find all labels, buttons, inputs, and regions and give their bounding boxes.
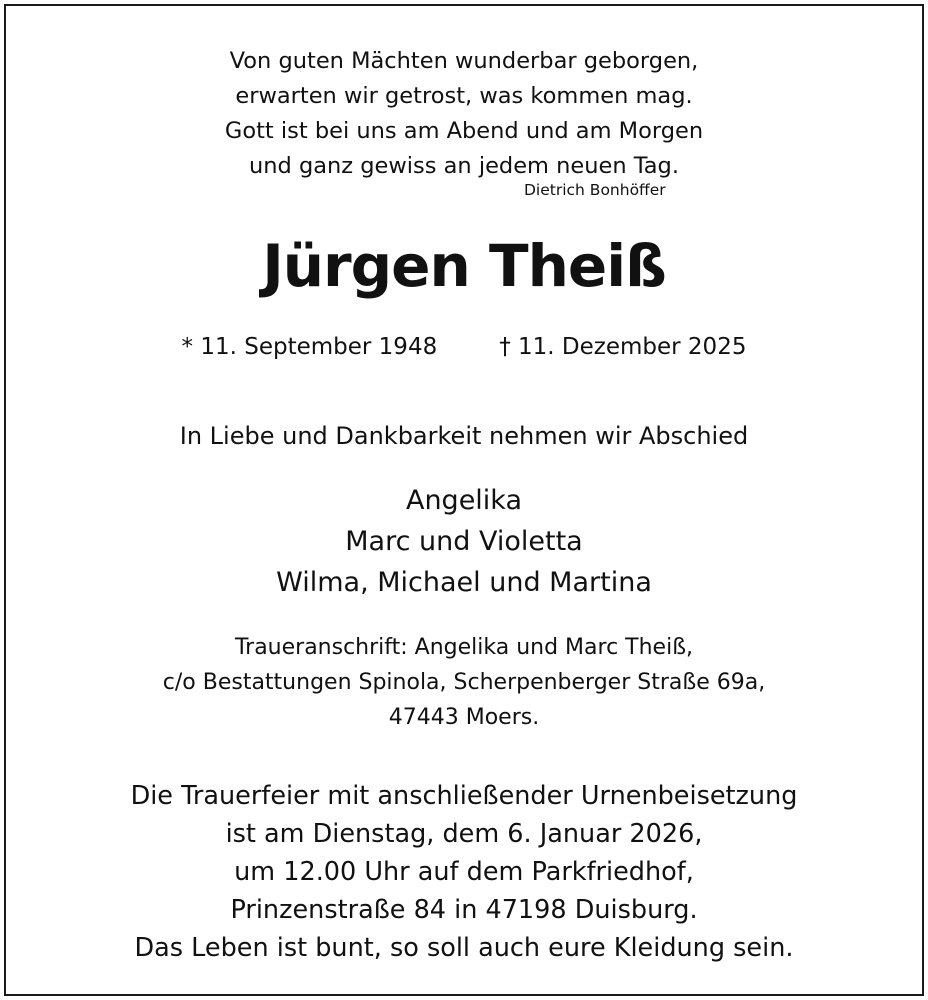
family-list (6, 480, 922, 603)
family-member: Marc und Violetta (345, 526, 583, 557)
farewell-text: In Liebe und Dankbarkeit nehmen wir Abschied (179, 422, 749, 450)
service-line: Prinzenstraße 84 in 47198 Duisburg. (230, 895, 698, 925)
funeral-service-info (6, 777, 922, 967)
poem (6, 44, 922, 184)
address-line: 47443 Moers. (388, 705, 540, 730)
poem-line: und ganz gewiss an jedem neuen Tag. (249, 153, 679, 179)
death-date: † 11. Dezember 2025 (499, 334, 747, 360)
family-member: Angelika (405, 485, 523, 516)
poem-line: Gott ist bei uns am Abend und am Morgen (224, 118, 704, 144)
service-line: Das Leben ist bunt, so soll auch eure Kleidung sein. (134, 933, 794, 963)
life-dates (6, 334, 922, 360)
poem-line: Von guten Mächten wunderbar geborgen, (229, 48, 699, 74)
service-line: ist am Dienstag, dem 6. Januar 2026, (225, 819, 703, 849)
poem-line: erwarten wir getrost, was kommen mag. (235, 83, 693, 109)
poem-author: Dietrich Bonhöffer (524, 181, 666, 199)
address-line: Traueranschrift: Angelika und Marc Theiß, (234, 635, 694, 660)
obituary-notice (4, 4, 924, 996)
family-member: Wilma, Michael und Martina (276, 567, 652, 598)
address-line: c/o Bestattungen Spinola, Scherpenberger Straße 69a, (162, 670, 766, 695)
service-line: um 12.00 Uhr auf dem Parkfriedhof, (234, 857, 694, 887)
mourning-address (6, 630, 922, 735)
service-line: Die Trauerfeier mit anschließender Urnenbeisetzung (130, 781, 798, 811)
deceased-name: Jürgen Theiß (262, 232, 666, 300)
birth-date: * 11. September 1948 (181, 334, 438, 360)
